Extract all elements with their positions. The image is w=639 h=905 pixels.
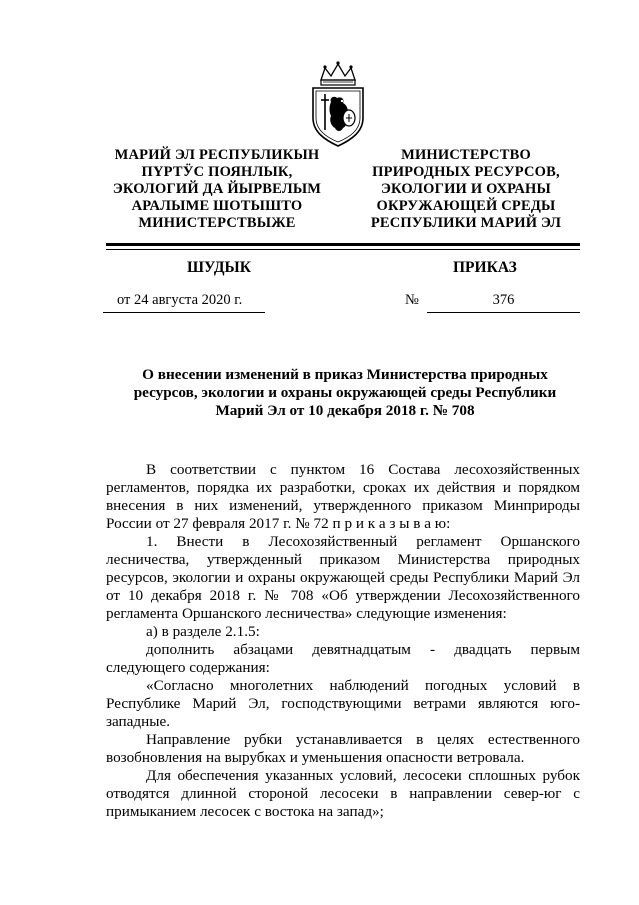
body-line: а) в разделе 2.1.5: bbox=[146, 623, 260, 640]
body-line: внесения в них изменений, утвержденного приказом Минприроды bbox=[106, 497, 580, 514]
body-line: следующего содержания: bbox=[106, 659, 270, 676]
body-line: отводятся длинной стороной лесосеки в направлении север-юг с bbox=[106, 785, 580, 802]
body-line: дополнить абзацами девятнадцатым - двадцать первым bbox=[146, 641, 580, 658]
org-name-line: МАРИЙ ЭЛ РЕСПУБЛИКЫН bbox=[114, 147, 320, 163]
org-name-line: МИНИСТЕРСТВЫЖЕ bbox=[138, 215, 296, 231]
body-line: лесничества, утвержденный приказом Министерства природных bbox=[106, 551, 580, 568]
org-name-line: АРАЛЫМЕ ШОТЫШТО bbox=[131, 198, 303, 214]
org-name-line: МИНИСТЕРСТВО bbox=[401, 147, 531, 163]
body-line: Направление рубки устанавливается в целях естественного bbox=[146, 731, 580, 748]
org-name-line: ЭКОЛОГИЙ ДА ЙЫРВЕЛЫМ bbox=[112, 181, 322, 197]
org-name-line: РЕСПУБЛИКИ МАРИЙ ЭЛ bbox=[370, 215, 562, 231]
document-body bbox=[106, 461, 580, 821]
subject-line: Марий Эл от 10 декабря 2018 г. № 708 bbox=[215, 402, 475, 419]
body-line: ресурсов, экологии и охраны окружающей среды Республики Марий Эл bbox=[106, 569, 580, 586]
org-name-line: ЭКОЛОГИИ И ОХРАНЫ bbox=[381, 181, 551, 197]
body-line: В соответствии с пунктом 16 Состава лесохозяйственных bbox=[146, 461, 580, 478]
doc-type-russian: ПРИКАЗ bbox=[453, 259, 517, 276]
header-divider-thin bbox=[106, 249, 580, 250]
body-line: от 10 декабря 2018 г. № 708 «Об утверждении Лесохозяйственного bbox=[106, 587, 580, 604]
body-line: регламентов, порядка их разработки, сроках их действия и порядком bbox=[106, 479, 580, 496]
org-name-line: ОКРУЖАЮЩЕЙ СРЕДЫ bbox=[376, 198, 556, 214]
org-name-russian bbox=[346, 147, 586, 232]
body-line: западные. bbox=[106, 713, 171, 730]
org-name-mari bbox=[92, 147, 342, 232]
subject-line: О внесении изменений в приказ Министерства природных bbox=[142, 366, 548, 383]
org-name-line: ПРИРОДНЫХ РЕСУРСОВ, bbox=[372, 164, 560, 180]
date-value: от 24 августа 2020 г. bbox=[117, 292, 243, 308]
date-field bbox=[103, 292, 265, 313]
subject-line: ресурсов, экологии и охраны окружающей среды Республики bbox=[133, 384, 557, 401]
body-line: Республике Марий Эл, господствующими ветрами являются юго- bbox=[106, 695, 580, 712]
order-number: 376 bbox=[427, 292, 580, 313]
body-line: 1. Внести в Лесохозяйственный регламент Оршанского bbox=[146, 533, 580, 550]
body-line: примыканием лесосек с востока на запад»; bbox=[106, 803, 384, 820]
body-line: «Согласно многолетних наблюдений погодных условий в bbox=[146, 677, 580, 694]
body-line: возобновления на вырубках и уменьшения опасности ветровала. bbox=[106, 749, 525, 766]
header-divider-thick bbox=[106, 243, 580, 246]
body-line: России от 27 февраля 2017 г. № 72 п р и к а з ы в а ю: bbox=[106, 515, 451, 532]
coat-of-arms-icon bbox=[301, 60, 375, 150]
document-subject bbox=[110, 366, 580, 420]
body-line: Для обеспечения указанных условий, лесосеки сплошных рубок bbox=[146, 767, 580, 784]
body-line: регламента Оршанского лесничества» следующие изменения: bbox=[106, 605, 507, 622]
doc-type-mari: ШУДЫК bbox=[187, 259, 251, 276]
number-sign: № bbox=[405, 292, 419, 308]
org-name-line: ПҮРТӰС ПОЯНЛЫК, bbox=[141, 164, 293, 180]
